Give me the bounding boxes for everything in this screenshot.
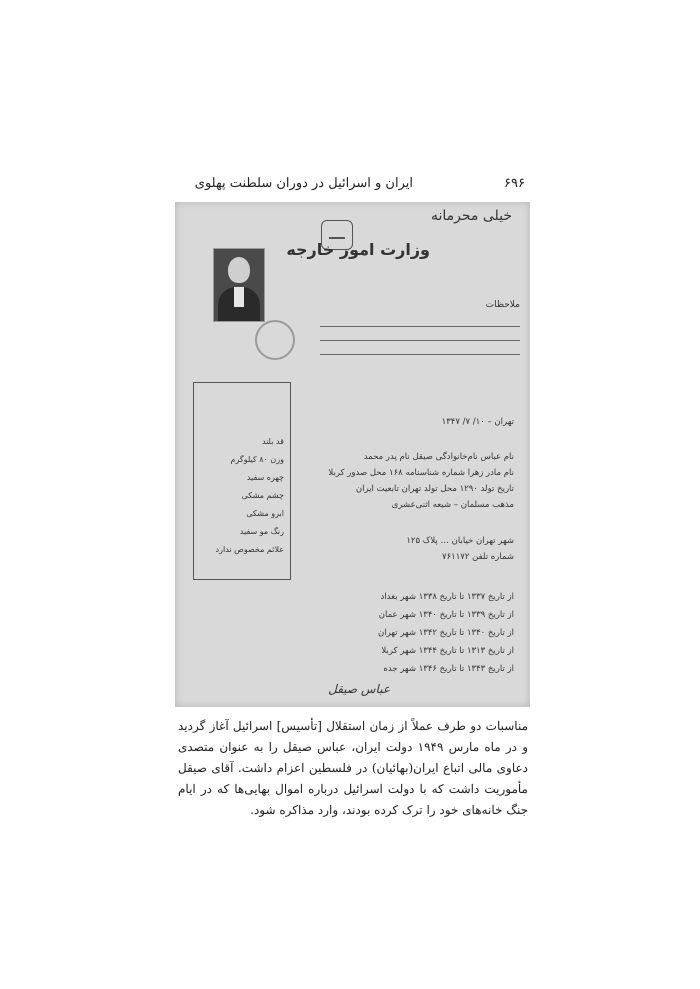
seal-stamp-icon bbox=[255, 320, 295, 360]
feature-item: ابرو مشکی bbox=[246, 509, 284, 518]
caption: مناسبات دو طرف عملاً از زمان استقلال [تأسیس] اسرائیل آغاز گردید و در ماه مارس ۱۹۴۹ دولت ایران، عباس صیقل را به عنوان متصدی دعاوی مالی اتباع ایران(بهائیان) در فلسطین اعزام داشت. آقای صیقل مأموریت داشت که با دولت اسرائیل درباره اموال بهایی‌ها که در ایام جنگ خانه‌های خود را ترک کرده بودند، وارد مذاکره شود. bbox=[178, 719, 529, 817]
notes-title: ملاحظات bbox=[485, 300, 520, 310]
note-line bbox=[320, 354, 520, 355]
residence-history-row: از تاریخ ۱۳۴۳ تا تاریخ ۱۳۴۶ شهر جده bbox=[383, 664, 514, 674]
residence-history-row: از تاریخ ۱۳۴۰ تا تاریخ ۱۳۴۲ شهر تهران bbox=[377, 628, 514, 638]
running-head bbox=[180, 176, 525, 196]
feature-item: قد بلند bbox=[261, 437, 284, 446]
feature-item: رنگ مو سفید bbox=[239, 527, 284, 536]
note-line bbox=[320, 326, 520, 327]
feature-item: چهره سفید bbox=[246, 473, 284, 482]
signature: عباس صیقل bbox=[328, 682, 390, 696]
running-title: ایران و اسرائیل در دوران سلطنت پهلوی bbox=[194, 176, 413, 191]
scanned-document bbox=[175, 202, 530, 707]
id-photo bbox=[213, 248, 265, 322]
phone-line: شماره تلفن ۷۶۱۱۷۲ bbox=[442, 552, 514, 562]
religion-line: مذهب مسلمان – شیعه اثنی‌عشری bbox=[391, 500, 514, 510]
feature-item: علائم مخصوص ندارد bbox=[215, 545, 284, 554]
feature-item: وزن ۸۰ کیلوگرم bbox=[230, 455, 284, 464]
birth-line: تاریخ تولد ۱۲۹۰ محل تولد تهران تابعیت ایران bbox=[355, 484, 514, 494]
page-number: ۶۹۶ bbox=[504, 176, 525, 191]
classification-stamp: خیلی محرمانه bbox=[430, 208, 512, 224]
name-line: نام عباس نام‌خانوادگی صیقل نام پدر محمد bbox=[363, 452, 514, 462]
address-line: شهر تهران خیابان … پلاک ۱۲۵ bbox=[406, 536, 514, 546]
ministry-title: وزارت امور خارجه bbox=[286, 240, 430, 259]
residence-history-row: از تاریخ ۱۳۱۳ تا تاریخ ۱۳۴۴ شهر کربلا bbox=[381, 646, 514, 656]
residence-history-row: از تاریخ ۱۳۳۹ تا تاریخ ۱۳۴۰ شهر عمان bbox=[378, 610, 514, 620]
residence-history-row: از تاریخ ۱۳۳۷ تا تاریخ ۱۳۳۸ شهر بغداد bbox=[380, 592, 514, 602]
date-line: تهران – ۱۰/ ۷/ ۱۳۴۷ bbox=[441, 417, 514, 427]
note-line bbox=[320, 340, 520, 341]
mother-line: نام مادر زهرا شماره شناسنامه ۱۶۸ محل صدور کربلا bbox=[328, 468, 514, 478]
feature-item: چشم مشکی bbox=[241, 491, 284, 500]
physical-features-box bbox=[193, 382, 291, 580]
